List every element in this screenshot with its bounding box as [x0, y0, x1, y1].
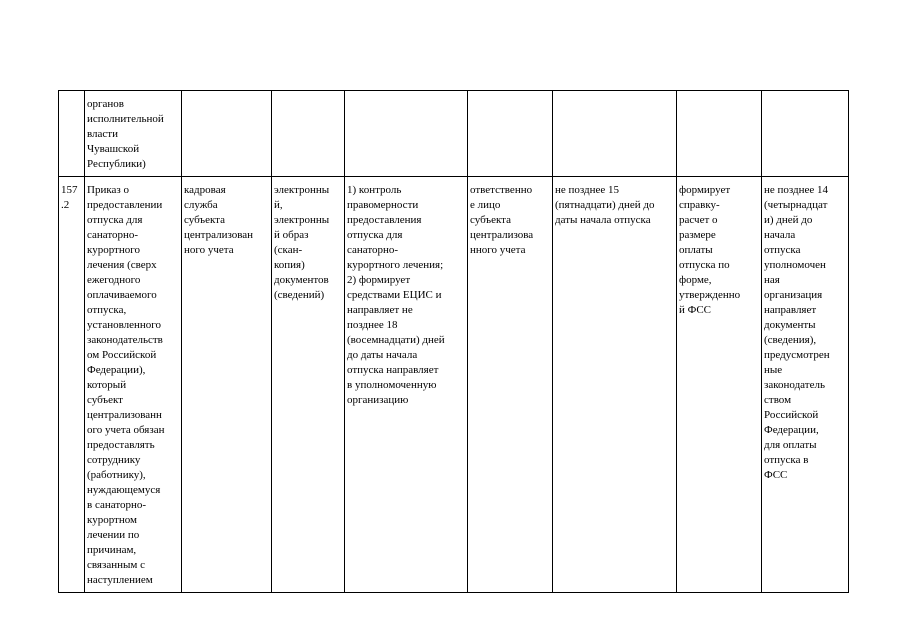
- table-cell-procedure: [345, 91, 468, 177]
- table-cell-final-deadline: не позднее 14 (четырнадцат и) дней до начала отпуска уполномочен ная организация направляет документы (сведения), предусмотрен ные законодатель ством Российской Федерации, для оплаты отпуска в ФСС: [762, 177, 849, 593]
- table-cell-deadline: [553, 91, 677, 177]
- table-cell-final-deadline: [762, 91, 849, 177]
- table-cell-responsible: ответственно е лицо субъекта централизова нного учета: [468, 177, 553, 593]
- table-cell-originator: кадровая служба субъекта централизован ного учета: [182, 177, 272, 593]
- document-table: [58, 90, 849, 593]
- table-cell-format: [272, 91, 345, 177]
- table-cell-procedure: 1) контроль правомерности предоставления отпуска для санаторно- курортного лечения; 2) формирует средствами ЕЦИС и направляет не позднее 18 (восемнадцати) дней до даты начала отпуска направляет в уполномоченную организацию: [345, 177, 468, 593]
- table-cell-format: электронны й, электронны й образ (скан- копия) документов (сведений): [272, 177, 345, 593]
- table-cell-action: формирует справку- расчет о размере оплаты отпуска по форме, утвержденно й ФСС: [677, 177, 762, 593]
- table-cell-document: органов исполнительной власти Чувашской Республики): [85, 91, 182, 177]
- table-row: [59, 177, 849, 593]
- table-cell-action: [677, 91, 762, 177]
- table-cell-originator: [182, 91, 272, 177]
- table-row: [59, 91, 849, 177]
- table-cell-deadline: не позднее 15 (пятнадцати) дней до даты начала отпуска: [553, 177, 677, 593]
- table-cell-responsible: [468, 91, 553, 177]
- table-cell-number: 157 .2: [59, 177, 85, 593]
- table-cell-document: Приказ о предоставлении отпуска для санаторно- курортного лечения (сверх ежегодного оплачиваемого отпуска, установленного законодательств ом Российской Федерации), который субъект централизованн ого учета обязан предоставлять сотруднику (работнику), нуждающемуся в санаторно- курортном лечении по причинам, связанным с наступлением: [85, 177, 182, 593]
- table-cell-number: [59, 91, 85, 177]
